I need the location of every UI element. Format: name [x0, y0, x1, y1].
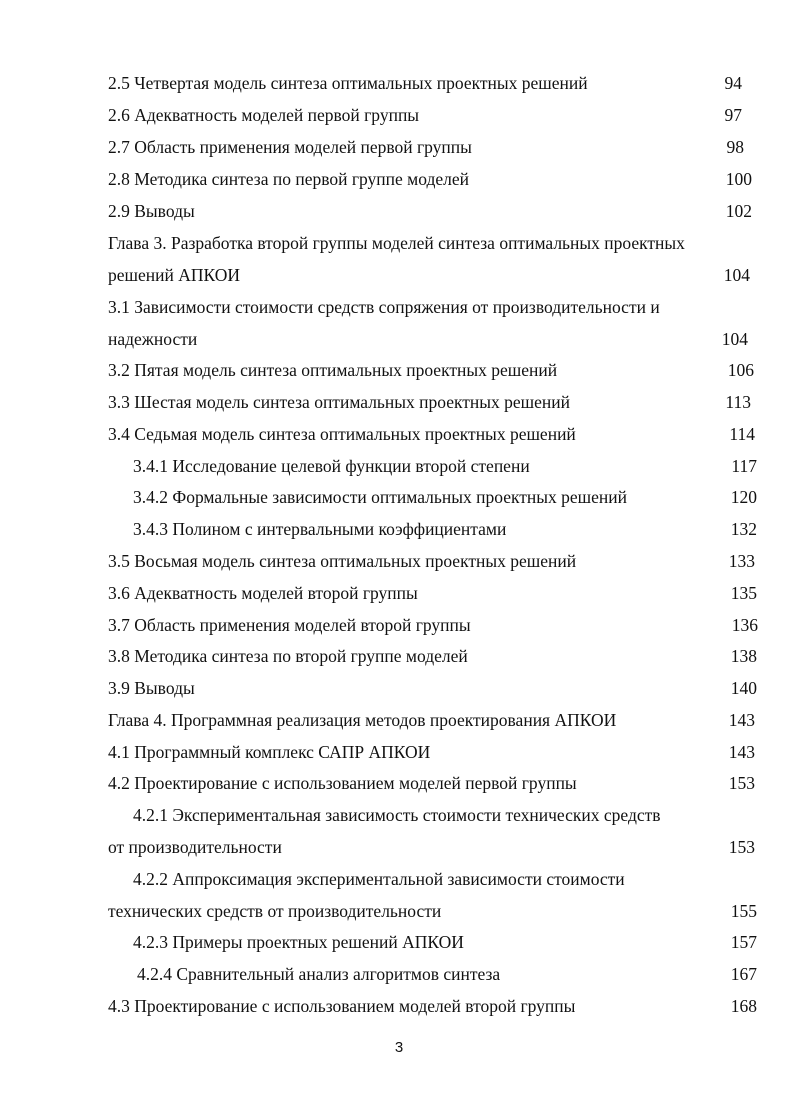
toc-entry-title: от производительности — [108, 837, 282, 857]
toc-entry-page: 153 — [728, 837, 755, 857]
page-number: 3 — [394, 1039, 404, 1056]
toc-entry — [0, 68, 798, 98]
toc-entry-title: 4.2.1 Экспериментальная зависимость стоимости технических средств — [133, 805, 661, 825]
toc-entry — [0, 610, 798, 640]
toc-entry-title: 2.5 Четвертая модель синтеза оптимальных проектных решений — [108, 73, 588, 93]
toc-entry — [0, 419, 798, 449]
toc-entry — [0, 705, 798, 735]
toc-entry-title: Глава 4. Программная реализация методов проектирования АПКОИ — [108, 710, 617, 730]
toc-entry — [0, 673, 798, 703]
toc-entry-title: 4.1 Программный комплекс САПР АПКОИ — [108, 742, 431, 762]
toc-entry-page: 94 — [724, 73, 742, 93]
toc-entry-page: 104 — [721, 329, 748, 349]
toc-entry-title: технических средств от производительности — [108, 901, 442, 921]
toc-entry-title: 2.6 Адекватность моделей первой группы — [108, 105, 420, 125]
toc-entry — [0, 768, 798, 798]
toc-entry-title: 4.2 Проектирование с использованием моделей первой группы — [108, 773, 577, 793]
toc-entry — [0, 132, 798, 162]
toc-entry-page: 143 — [728, 710, 755, 730]
toc-entry-page: 100 — [725, 169, 752, 189]
toc-entry-title: Глава 3. Разработка второй группы моделей синтеза оптимальных проектных — [108, 233, 685, 253]
toc-entry-title: 3.4.2 Формальные зависимости оптимальных проектных решений — [133, 487, 627, 507]
toc-entry — [0, 578, 798, 608]
toc-entry — [0, 737, 798, 767]
toc-entry-title: 4.2.2 Аппроксимация экспериментальной зависимости стоимости — [133, 869, 625, 889]
toc-entry-page: 102 — [725, 201, 752, 221]
toc-entry-page: 153 — [728, 773, 755, 793]
toc-entry — [0, 324, 798, 354]
toc-entry-title: 3.3 Шестая модель синтеза оптимальных проектных решений — [108, 392, 571, 412]
toc-entry — [0, 959, 798, 989]
toc-entry — [0, 991, 798, 1021]
toc-entry-page: 155 — [730, 901, 757, 921]
toc-entry — [0, 546, 798, 576]
toc-entry — [0, 641, 798, 671]
toc-entry-title: 3.7 Область применения моделей второй группы — [108, 615, 471, 635]
toc-entry-title: 3.6 Адекватность моделей второй группы — [108, 583, 418, 603]
toc-entry-page: 135 — [730, 583, 757, 603]
toc-entry-title: 4.3 Проектирование с использованием моделей второй группы — [108, 996, 576, 1016]
toc-entry-title: 4.2.3 Примеры проектных решений АПКОИ — [133, 932, 464, 952]
toc-entry-page: 167 — [730, 964, 757, 984]
toc-entry-page: 136 — [731, 615, 758, 635]
toc-entry — [0, 927, 798, 957]
toc-entry-page: 97 — [724, 105, 742, 125]
toc-entry-title: 3.4.1 Исследование целевой функции второй степени — [133, 456, 530, 476]
toc-entry-page: 138 — [730, 646, 757, 666]
toc-entry — [0, 100, 798, 130]
toc-entry-page: 157 — [730, 932, 757, 952]
toc-entry — [0, 292, 798, 322]
toc-entry-page: 98 — [726, 137, 744, 157]
toc-entry-title: 4.2.4 Сравнительный анализ алгоритмов синтеза — [137, 964, 501, 984]
toc-entry — [0, 164, 798, 194]
toc-entry — [0, 514, 798, 544]
toc-entry-page: 117 — [731, 456, 757, 476]
toc-entry-title: решений АПКОИ — [108, 265, 241, 285]
toc-entry-title: 3.9 Выводы — [108, 678, 195, 698]
toc-entry-page: 168 — [730, 996, 757, 1016]
toc-entry-page: 113 — [725, 392, 751, 412]
toc-entry — [0, 196, 798, 226]
toc-entry-title: 2.7 Область применения моделей первой группы — [108, 137, 472, 157]
toc-entry — [0, 451, 798, 481]
toc-entry — [0, 896, 798, 926]
toc-entry-title: 3.8 Методика синтеза по второй группе моделей — [108, 646, 468, 666]
toc-entry-page: 104 — [723, 265, 750, 285]
toc-entry — [0, 482, 798, 512]
toc-entry-title: 3.5 Восьмая модель синтеза оптимальных проектных решений — [108, 551, 577, 571]
toc-entry-title: надежности — [108, 329, 198, 349]
toc-entry-title: 3.1 Зависимости стоимости средств сопряжения от производительности и — [108, 297, 660, 317]
toc-entry — [0, 355, 798, 385]
toc-entry-page: 120 — [730, 487, 757, 507]
toc-entry — [0, 800, 798, 830]
toc-entry — [0, 260, 798, 290]
toc-entry-page: 106 — [727, 360, 754, 380]
toc-entry-title: 3.4 Седьмая модель синтеза оптимальных проектных решений — [108, 424, 576, 444]
toc-entry-title: 3.4.3 Полином с интервальными коэффициентами — [133, 519, 507, 539]
toc-entry-page: 140 — [730, 678, 757, 698]
toc-entry — [0, 832, 798, 862]
toc-entry — [0, 228, 798, 258]
toc-entry-page: 114 — [729, 424, 755, 444]
toc-entry-title: 2.9 Выводы — [108, 201, 195, 221]
toc-entry-title: 2.8 Методика синтеза по первой группе моделей — [108, 169, 470, 189]
toc-entry-page: 143 — [728, 742, 755, 762]
toc-entry — [0, 864, 798, 894]
toc-entry-title: 3.2 Пятая модель синтеза оптимальных проектных решений — [108, 360, 558, 380]
toc-entry — [0, 387, 798, 417]
toc-entry-page: 132 — [730, 519, 757, 539]
toc-entry-page: 133 — [728, 551, 755, 571]
